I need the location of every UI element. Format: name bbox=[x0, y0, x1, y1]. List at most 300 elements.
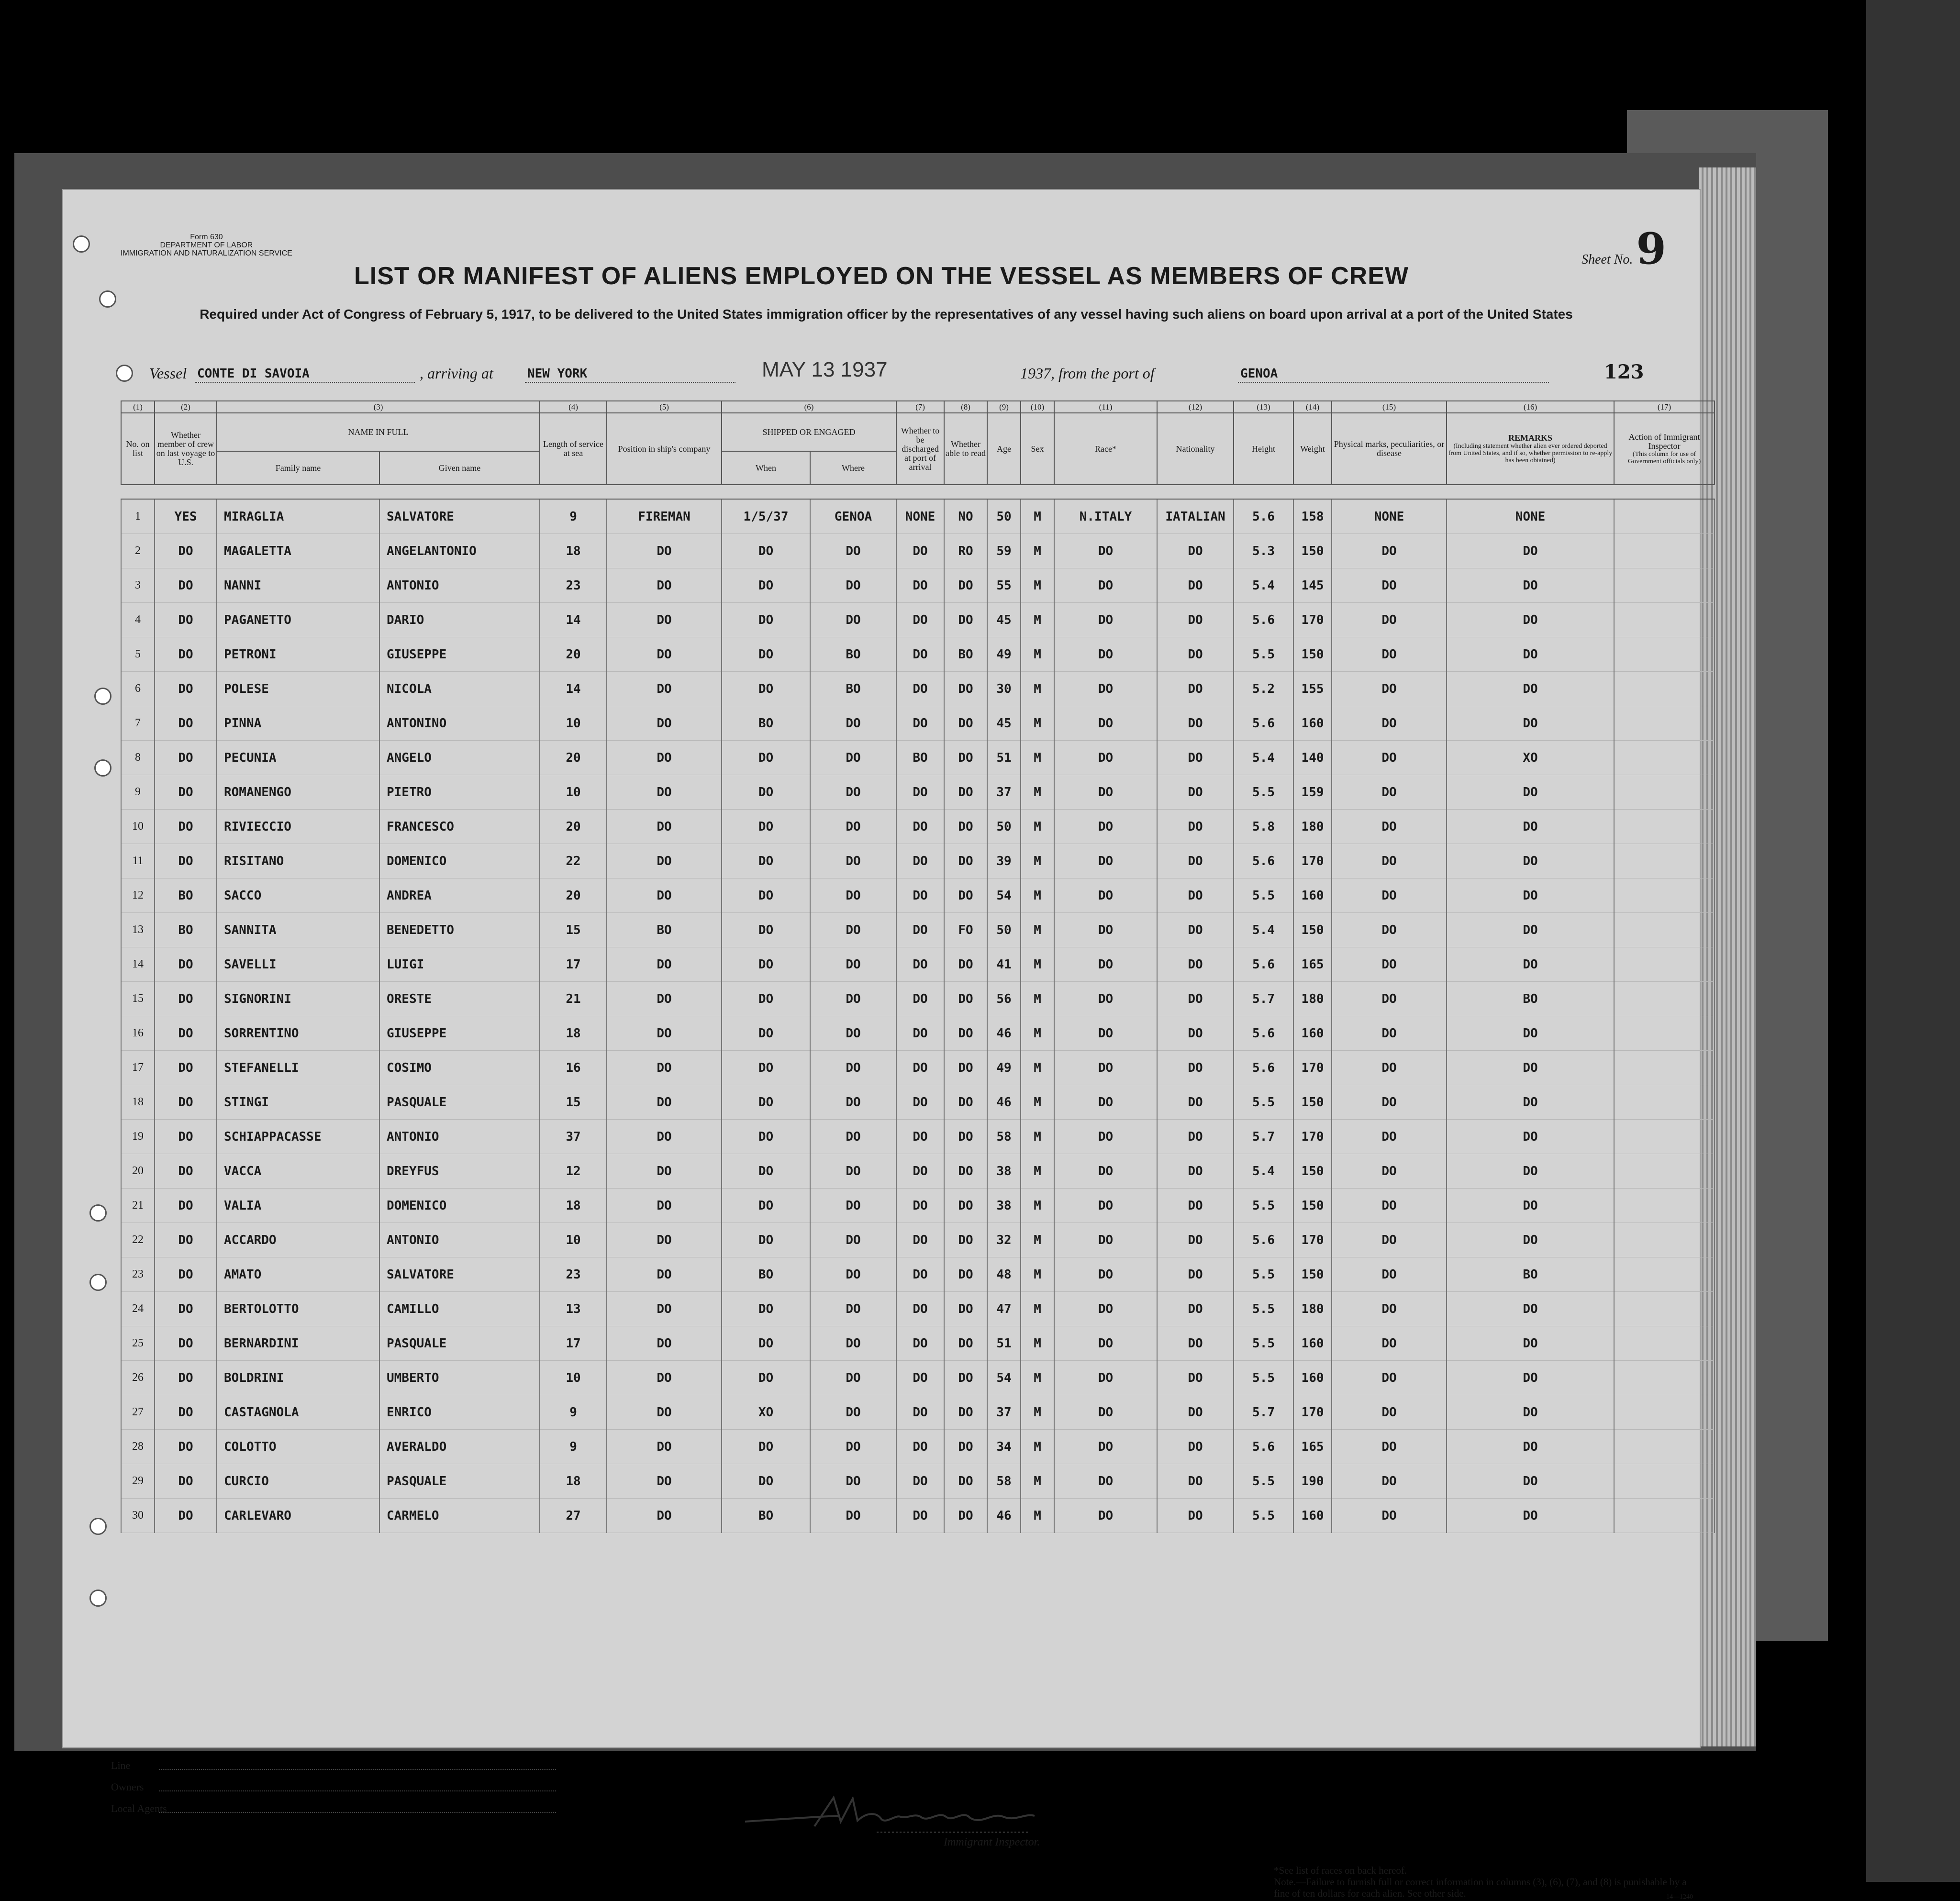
punch-hole bbox=[89, 1274, 107, 1291]
cell-no: 24 bbox=[121, 1292, 155, 1326]
table-row bbox=[121, 706, 1715, 741]
cell-when: DO bbox=[722, 1189, 810, 1223]
col-num: (4) bbox=[540, 401, 607, 413]
cell-given-name: NICOLA bbox=[379, 672, 540, 706]
cell-nationality: DO bbox=[1157, 1223, 1234, 1257]
cell-age: 32 bbox=[987, 1223, 1021, 1257]
cell-discharged: DO bbox=[896, 1292, 944, 1326]
punch-hole bbox=[89, 1590, 107, 1607]
cell-family-name: COLOTTO bbox=[217, 1430, 379, 1464]
cell-sex: M bbox=[1021, 603, 1054, 637]
cell-member-crew: DO bbox=[155, 1085, 217, 1120]
cell-when: DO bbox=[722, 1120, 810, 1154]
cell-no: 16 bbox=[121, 1016, 155, 1051]
cell-height: 5.8 bbox=[1234, 810, 1293, 844]
cell-height: 5.4 bbox=[1234, 913, 1293, 947]
punch-hole bbox=[89, 1518, 107, 1535]
cell-height: 5.6 bbox=[1234, 1223, 1293, 1257]
punch-hole bbox=[116, 365, 133, 382]
cell-age: 50 bbox=[987, 810, 1021, 844]
cell-when: DO bbox=[722, 878, 810, 913]
cell-position: DO bbox=[607, 1464, 722, 1499]
cell-physical: DO bbox=[1332, 1154, 1447, 1189]
cell-height: 5.6 bbox=[1234, 706, 1293, 741]
cell-weight: 150 bbox=[1293, 1085, 1332, 1120]
table-row bbox=[121, 534, 1715, 568]
cell-where: GENOA bbox=[810, 499, 896, 534]
cell-member-crew: DO bbox=[155, 1120, 217, 1154]
cell-where: DO bbox=[810, 810, 896, 844]
cell-no: 4 bbox=[121, 603, 155, 637]
table-row bbox=[121, 913, 1715, 947]
cell-able-read: DO bbox=[944, 775, 987, 810]
cell-physical: DO bbox=[1332, 603, 1447, 637]
cell-nationality: DO bbox=[1157, 1361, 1234, 1395]
cell-family-name: SORRENTINO bbox=[217, 1016, 379, 1051]
header-remarks bbox=[1447, 413, 1614, 485]
cell-weight: 180 bbox=[1293, 982, 1332, 1016]
cell-no: 10 bbox=[121, 810, 155, 844]
cell-position: DO bbox=[607, 878, 722, 913]
cell-member-crew: DO bbox=[155, 706, 217, 741]
races-note: *See list of races on back hereof. bbox=[1274, 1865, 1407, 1876]
cell-position: DO bbox=[607, 1257, 722, 1292]
cell-where: DO bbox=[810, 982, 896, 1016]
col-num: (12) bbox=[1157, 401, 1234, 413]
punch-hole bbox=[94, 759, 111, 777]
cell-when: 1/5/37 bbox=[722, 499, 810, 534]
cell-where: DO bbox=[810, 741, 896, 775]
cell-no: 6 bbox=[121, 672, 155, 706]
cell-race: DO bbox=[1054, 1223, 1157, 1257]
cell-remarks: DO bbox=[1447, 775, 1614, 810]
cell-race: DO bbox=[1054, 878, 1157, 913]
cell-discharged: DO bbox=[896, 603, 944, 637]
cell-nationality: DO bbox=[1157, 810, 1234, 844]
cell-discharged: DO bbox=[896, 1016, 944, 1051]
cell-when: BO bbox=[722, 706, 810, 741]
cell-nationality: DO bbox=[1157, 1051, 1234, 1085]
cell-length-service: 18 bbox=[540, 534, 607, 568]
cell-remarks: NONE bbox=[1447, 499, 1614, 534]
cell-family-name: CURCIO bbox=[217, 1464, 379, 1499]
cell-race: DO bbox=[1054, 810, 1157, 844]
cell-family-name: RISITANO bbox=[217, 844, 379, 878]
table-row bbox=[121, 1085, 1715, 1120]
cell-given-name: COSIMO bbox=[379, 1051, 540, 1085]
cell-race: DO bbox=[1054, 672, 1157, 706]
table-row bbox=[121, 499, 1715, 534]
cell-race: DO bbox=[1054, 534, 1157, 568]
table-row bbox=[121, 603, 1715, 637]
agents-label: Local Agents bbox=[111, 1802, 167, 1814]
cell-action bbox=[1614, 499, 1715, 534]
cell-family-name: CARLEVARO bbox=[217, 1499, 379, 1533]
cell-where: DO bbox=[810, 534, 896, 568]
cell-remarks: DO bbox=[1447, 878, 1614, 913]
cell-where: DO bbox=[810, 844, 896, 878]
cell-action bbox=[1614, 1257, 1715, 1292]
cell-sex: M bbox=[1021, 1051, 1054, 1085]
cell-length-service: 18 bbox=[540, 1016, 607, 1051]
cell-position: DO bbox=[607, 1292, 722, 1326]
cell-able-read: DO bbox=[944, 844, 987, 878]
cell-nationality: DO bbox=[1157, 568, 1234, 603]
table-row bbox=[121, 1326, 1715, 1361]
cell-where: DO bbox=[810, 947, 896, 982]
cell-sex: M bbox=[1021, 775, 1054, 810]
cell-member-crew: DO bbox=[155, 1395, 217, 1430]
cell-length-service: 9 bbox=[540, 499, 607, 534]
cell-position: DO bbox=[607, 844, 722, 878]
cell-remarks: DO bbox=[1447, 1154, 1614, 1189]
cell-weight: 170 bbox=[1293, 603, 1332, 637]
cell-able-read: BO bbox=[944, 637, 987, 672]
cell-weight: 150 bbox=[1293, 1189, 1332, 1223]
table-row bbox=[121, 1051, 1715, 1085]
cell-nationality: DO bbox=[1157, 603, 1234, 637]
cell-remarks: DO bbox=[1447, 706, 1614, 741]
cell-no: 25 bbox=[121, 1326, 155, 1361]
cell-height: 5.2 bbox=[1234, 672, 1293, 706]
cell-where: DO bbox=[810, 1257, 896, 1292]
cell-length-service: 10 bbox=[540, 775, 607, 810]
cell-height: 5.7 bbox=[1234, 1395, 1293, 1430]
cell-race: DO bbox=[1054, 1430, 1157, 1464]
department-name: DEPARTMENT OF LABOR bbox=[160, 241, 253, 249]
cell-position: DO bbox=[607, 1085, 722, 1120]
cell-family-name: BERNARDINI bbox=[217, 1326, 379, 1361]
cell-sex: M bbox=[1021, 1430, 1054, 1464]
cell-able-read: DO bbox=[944, 1361, 987, 1395]
header-race: Race* bbox=[1054, 413, 1157, 485]
cell-action bbox=[1614, 844, 1715, 878]
cell-nationality: DO bbox=[1157, 706, 1234, 741]
cell-nationality: DO bbox=[1157, 982, 1234, 1016]
col-num: (16) bbox=[1447, 401, 1614, 413]
form-code: 14—1240 bbox=[1666, 1893, 1693, 1901]
table-row bbox=[121, 741, 1715, 775]
table-row bbox=[121, 568, 1715, 603]
cell-age: 30 bbox=[987, 672, 1021, 706]
cell-where: DO bbox=[810, 1223, 896, 1257]
cell-race: DO bbox=[1054, 947, 1157, 982]
cell-age: 41 bbox=[987, 947, 1021, 982]
cell-action bbox=[1614, 775, 1715, 810]
cell-member-crew: DO bbox=[155, 1292, 217, 1326]
cell-remarks: DO bbox=[1447, 913, 1614, 947]
cell-given-name: ENRICO bbox=[379, 1395, 540, 1430]
cell-family-name: AMATO bbox=[217, 1257, 379, 1292]
cell-sex: M bbox=[1021, 1326, 1054, 1361]
cell-physical: DO bbox=[1332, 1016, 1447, 1051]
header-physical: Physical marks, peculiarities, or disease bbox=[1332, 413, 1447, 485]
cell-where: BO bbox=[810, 672, 896, 706]
cell-length-service: 18 bbox=[540, 1464, 607, 1499]
cell-where: DO bbox=[810, 603, 896, 637]
cell-family-name: SACCO bbox=[217, 878, 379, 913]
cell-able-read: DO bbox=[944, 1085, 987, 1120]
cell-remarks: DO bbox=[1447, 1189, 1614, 1223]
cell-given-name: CAMILLO bbox=[379, 1292, 540, 1326]
cell-member-crew: DO bbox=[155, 1051, 217, 1085]
cell-physical: DO bbox=[1332, 1292, 1447, 1326]
cell-age: 51 bbox=[987, 741, 1021, 775]
cell-nationality: DO bbox=[1157, 947, 1234, 982]
col-num: (6) bbox=[722, 401, 896, 413]
action-title: Action of Immigrant Inspector bbox=[1628, 432, 1700, 451]
cell-race: DO bbox=[1054, 741, 1157, 775]
cell-discharged: DO bbox=[896, 706, 944, 741]
header-row-1 bbox=[121, 413, 1715, 451]
action-note: (This column for use of Government officials only) bbox=[1627, 451, 1701, 465]
cell-nationality: DO bbox=[1157, 1085, 1234, 1120]
col-num: (17) bbox=[1614, 401, 1715, 413]
cell-where: DO bbox=[810, 1154, 896, 1189]
cell-nationality: DO bbox=[1157, 1189, 1234, 1223]
cell-where: DO bbox=[810, 1189, 896, 1223]
year-label: 1937, from the port of bbox=[1020, 365, 1155, 382]
cell-age: 37 bbox=[987, 775, 1021, 810]
cell-family-name: PETRONI bbox=[217, 637, 379, 672]
table-row bbox=[121, 1292, 1715, 1326]
header-discharged: Whether to be discharged at port of arrival bbox=[896, 413, 944, 485]
cell-able-read: DO bbox=[944, 1189, 987, 1223]
cell-age: 38 bbox=[987, 1154, 1021, 1189]
cell-length-service: 14 bbox=[540, 603, 607, 637]
cell-length-service: 23 bbox=[540, 568, 607, 603]
cell-race: N.ITALY bbox=[1054, 499, 1157, 534]
cell-physical: DO bbox=[1332, 1326, 1447, 1361]
cell-member-crew: DO bbox=[155, 741, 217, 775]
cell-able-read: DO bbox=[944, 568, 987, 603]
cell-family-name: NANNI bbox=[217, 568, 379, 603]
cell-length-service: 10 bbox=[540, 706, 607, 741]
cell-discharged: DO bbox=[896, 1085, 944, 1120]
vessel-line bbox=[149, 358, 1681, 384]
cell-family-name: CASTAGNOLA bbox=[217, 1395, 379, 1430]
cell-age: 50 bbox=[987, 499, 1021, 534]
cell-discharged: DO bbox=[896, 534, 944, 568]
cell-race: DO bbox=[1054, 1361, 1157, 1395]
footer-notes bbox=[1274, 1865, 1704, 1899]
table-row bbox=[121, 1430, 1715, 1464]
cell-remarks: DO bbox=[1447, 534, 1614, 568]
cell-action bbox=[1614, 568, 1715, 603]
cell-action bbox=[1614, 1292, 1715, 1326]
cell-race: DO bbox=[1054, 1464, 1157, 1499]
cell-weight: 160 bbox=[1293, 706, 1332, 741]
header-sex: Sex bbox=[1021, 413, 1054, 485]
cell-able-read: DO bbox=[944, 1395, 987, 1430]
cell-age: 37 bbox=[987, 1395, 1021, 1430]
cell-family-name: VALIA bbox=[217, 1189, 379, 1223]
cell-given-name: GIUSEPPE bbox=[379, 637, 540, 672]
cell-action bbox=[1614, 1430, 1715, 1464]
cell-physical: DO bbox=[1332, 1395, 1447, 1430]
cell-member-crew: DO bbox=[155, 534, 217, 568]
cell-age: 54 bbox=[987, 1361, 1021, 1395]
cell-length-service: 14 bbox=[540, 672, 607, 706]
cell-physical: DO bbox=[1332, 1464, 1447, 1499]
cell-position: DO bbox=[607, 1361, 722, 1395]
cell-member-crew: YES bbox=[155, 499, 217, 534]
cell-position: DO bbox=[607, 706, 722, 741]
punch-hole bbox=[94, 688, 111, 705]
cell-able-read: DO bbox=[944, 982, 987, 1016]
cell-height: 5.6 bbox=[1234, 947, 1293, 982]
cell-action bbox=[1614, 603, 1715, 637]
header-given-name: Given name bbox=[379, 451, 540, 485]
cell-nationality: IATALIAN bbox=[1157, 499, 1234, 534]
cell-race: DO bbox=[1054, 1292, 1157, 1326]
cell-physical: DO bbox=[1332, 1051, 1447, 1085]
owners-field bbox=[159, 1790, 556, 1791]
cell-no: 29 bbox=[121, 1464, 155, 1499]
cell-family-name: SAVELLI bbox=[217, 947, 379, 982]
cell-length-service: 20 bbox=[540, 637, 607, 672]
col-num: (9) bbox=[987, 401, 1021, 413]
cell-family-name: STINGI bbox=[217, 1085, 379, 1120]
cell-given-name: UMBERTO bbox=[379, 1361, 540, 1395]
cell-discharged: DO bbox=[896, 1430, 944, 1464]
cell-family-name: POLESE bbox=[217, 672, 379, 706]
cell-height: 5.6 bbox=[1234, 844, 1293, 878]
cell-able-read: NO bbox=[944, 499, 987, 534]
cell-no: 13 bbox=[121, 913, 155, 947]
cell-position: FIREMAN bbox=[607, 499, 722, 534]
cell-physical: NONE bbox=[1332, 499, 1447, 534]
cell-physical: DO bbox=[1332, 775, 1447, 810]
cell-position: DO bbox=[607, 568, 722, 603]
cell-no: 14 bbox=[121, 947, 155, 982]
cell-race: DO bbox=[1054, 1257, 1157, 1292]
cell-weight: 165 bbox=[1293, 1430, 1332, 1464]
cell-sex: M bbox=[1021, 534, 1054, 568]
header-action bbox=[1614, 413, 1715, 485]
line-field bbox=[159, 1769, 556, 1770]
cell-length-service: 10 bbox=[540, 1361, 607, 1395]
cell-member-crew: DO bbox=[155, 1499, 217, 1533]
cell-sex: M bbox=[1021, 637, 1054, 672]
cell-when: BO bbox=[722, 1499, 810, 1533]
cell-action bbox=[1614, 1120, 1715, 1154]
cell-physical: DO bbox=[1332, 810, 1447, 844]
cell-weight: 170 bbox=[1293, 1395, 1332, 1430]
cell-position: DO bbox=[607, 810, 722, 844]
cell-race: DO bbox=[1054, 1120, 1157, 1154]
cell-weight: 150 bbox=[1293, 913, 1332, 947]
cell-position: DO bbox=[607, 1499, 722, 1533]
table-row bbox=[121, 1499, 1715, 1533]
cell-position: DO bbox=[607, 672, 722, 706]
cell-discharged: DO bbox=[896, 878, 944, 913]
penalty-note: Note.—Failure to furnish full or correct information in columns (3), (6), (7), and (8) is punishable by a fine of ten dollars for each alien. See other side. bbox=[1274, 1876, 1687, 1899]
cell-given-name: AVERALDO bbox=[379, 1430, 540, 1464]
cell-physical: DO bbox=[1332, 1120, 1447, 1154]
cell-race: DO bbox=[1054, 603, 1157, 637]
background-strip bbox=[1866, 0, 1960, 1882]
remarks-title: REMARKS bbox=[1508, 433, 1553, 443]
cell-action bbox=[1614, 1395, 1715, 1430]
cell-able-read: DO bbox=[944, 1051, 987, 1085]
cell-weight: 170 bbox=[1293, 1223, 1332, 1257]
cell-able-read: DO bbox=[944, 741, 987, 775]
cell-able-read: DO bbox=[944, 1154, 987, 1189]
cell-physical: DO bbox=[1332, 1189, 1447, 1223]
cell-race: DO bbox=[1054, 706, 1157, 741]
cell-height: 5.5 bbox=[1234, 1085, 1293, 1120]
cell-member-crew: DO bbox=[155, 1361, 217, 1395]
cell-no: 12 bbox=[121, 878, 155, 913]
cell-weight: 160 bbox=[1293, 1326, 1332, 1361]
crew-table-body bbox=[121, 499, 1715, 1533]
cell-length-service: 21 bbox=[540, 982, 607, 1016]
cell-action bbox=[1614, 1326, 1715, 1361]
page-subtitle: Required under Act of Congress of February 5, 1917, to be delivered to the United States immigration officer by the representatives of any vessel having such aliens on board upon arrival at a port of the United States bbox=[200, 307, 1573, 322]
cell-height: 5.5 bbox=[1234, 637, 1293, 672]
cell-able-read: DO bbox=[944, 1292, 987, 1326]
cell-age: 45 bbox=[987, 603, 1021, 637]
cell-sex: M bbox=[1021, 1464, 1054, 1499]
cell-no: 28 bbox=[121, 1430, 155, 1464]
cell-length-service: 10 bbox=[540, 1223, 607, 1257]
cell-remarks: DO bbox=[1447, 1361, 1614, 1395]
table-row bbox=[121, 1395, 1715, 1430]
cell-action bbox=[1614, 1361, 1715, 1395]
cell-physical: DO bbox=[1332, 1223, 1447, 1257]
cell-discharged: DO bbox=[896, 775, 944, 810]
cell-no: 19 bbox=[121, 1120, 155, 1154]
table-row bbox=[121, 1016, 1715, 1051]
cell-discharged: DO bbox=[896, 1499, 944, 1533]
header-family-name: Family name bbox=[217, 451, 379, 485]
punch-hole bbox=[89, 1204, 107, 1222]
cell-able-read: DO bbox=[944, 1120, 987, 1154]
cell-height: 5.7 bbox=[1234, 982, 1293, 1016]
cell-member-crew: DO bbox=[155, 1257, 217, 1292]
cell-discharged: NONE bbox=[896, 499, 944, 534]
cell-discharged: DO bbox=[896, 1223, 944, 1257]
cell-discharged: DO bbox=[896, 1154, 944, 1189]
cell-action bbox=[1614, 1016, 1715, 1051]
column-number-row bbox=[121, 401, 1715, 413]
cell-sex: M bbox=[1021, 878, 1054, 913]
cell-position: DO bbox=[607, 1326, 722, 1361]
cell-physical: DO bbox=[1332, 568, 1447, 603]
cell-position: DO bbox=[607, 741, 722, 775]
cell-discharged: DO bbox=[896, 913, 944, 947]
cell-action bbox=[1614, 672, 1715, 706]
cell-height: 5.5 bbox=[1234, 1499, 1293, 1533]
cell-sex: M bbox=[1021, 1395, 1054, 1430]
header-length-service: Length of service at sea bbox=[540, 413, 607, 485]
cell-member-crew: DO bbox=[155, 568, 217, 603]
cell-age: 45 bbox=[987, 706, 1021, 741]
cell-no: 15 bbox=[121, 982, 155, 1016]
cell-remarks: DO bbox=[1447, 1499, 1614, 1533]
cell-position: DO bbox=[607, 1189, 722, 1223]
cell-age: 39 bbox=[987, 844, 1021, 878]
cell-position: BO bbox=[607, 913, 722, 947]
cell-length-service: 23 bbox=[540, 1257, 607, 1292]
cell-where: DO bbox=[810, 1326, 896, 1361]
cell-position: DO bbox=[607, 1051, 722, 1085]
cell-length-service: 17 bbox=[540, 1326, 607, 1361]
agents-field bbox=[159, 1812, 556, 1813]
date-stamp: MAY 13 1937 bbox=[762, 358, 888, 381]
cell-remarks: DO bbox=[1447, 672, 1614, 706]
